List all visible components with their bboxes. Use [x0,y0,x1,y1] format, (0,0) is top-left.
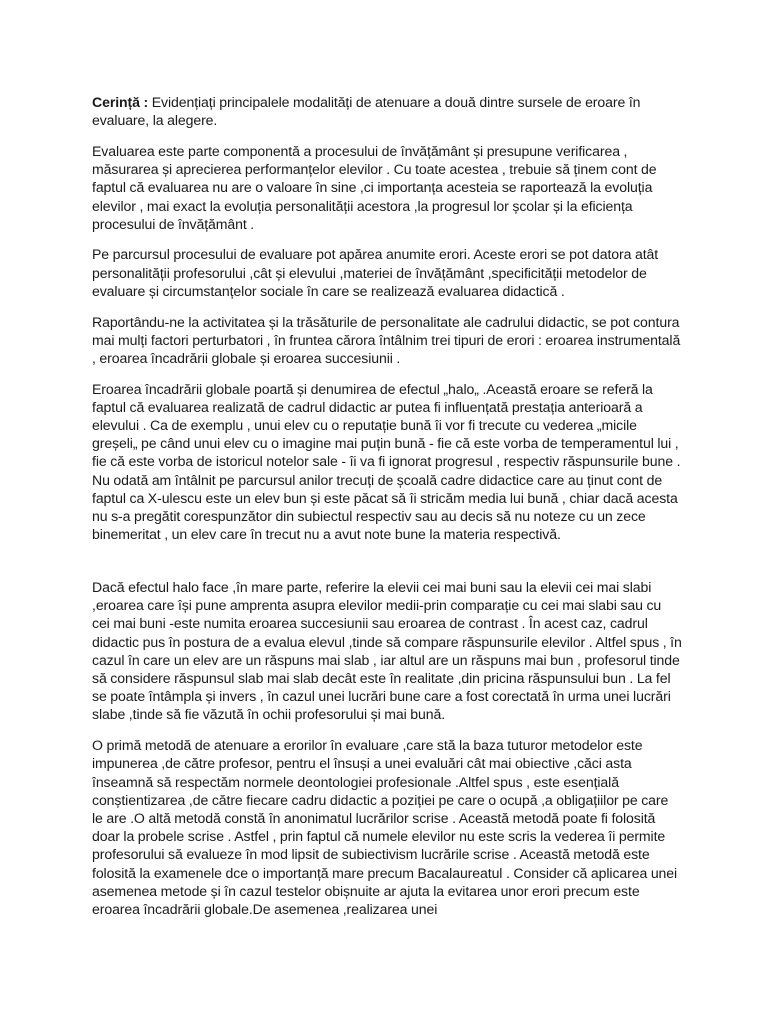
document-body [92,93,682,931]
paragraph-halo-effect: Eroarea încadrării globale poartă și denumirea de efectul „halo„ .Această eroare se referă la faptul că evaluarea realizată de cadrul didactic ar putea fi influențată prestația anterioară a elevului . Ca de exemplu , unui elev cu o reputație bună îi vor fi trecute cu vederea „micile greșeli„ pe când unui elev cu o imagine mai puțin bună - fie că este vorba de temperamentul lui , fie că este vorba de istoricul notelor sale - îi va fi ignorat progresul , respectiv răspunsurile bune . Nu odată am întâlnit pe parcursul anilor trecuți de școală cadre didactice care au ținut cont de faptul ca X-ulescu este un elev bun și este păcat să îi stricăm media lui bună , chiar dacă acesta nu s-a pregătit corespunzător din subiectul respectiv sau au decis să nu noteze cu un zece binemeritat , un elev care în trecut nu a avut note bune la materia respectivă. [92,380,681,543]
requirement-label: Cerință : [92,94,149,110]
requirement-text: Evidențiați principalele modalități de atenuare a două dintre sursele de eroare în evaluare, la alegere. [92,94,641,129]
paragraph-evaluation-intro: Evaluarea este parte componentă a procesului de învățământ și presupune verificarea , măsurarea și aprecierea performanțelor elevilor . Cu toate acestea , trebuie să ținem cont de faptul că evaluarea nu are o valoare în sine ,ci importanța acesteia se raportează la evoluția elevilor , mai exact la evoluția personalității acestora ,la progresul lor școlar și la eficiența procesului de învățământ . [92,142,657,232]
paragraph-errors-origin: Pe parcursul procesului de evaluare pot apărea anumite erori. Aceste erori se pot datora atât personalității profesorului ,cât și elevului ,materiei de învățământ ,specificității metodelor de evaluare și circumstanțelor sociale în care se realizează evaluarea didactică . [92,246,659,299]
paragraph-mitigation-methods: O primă metodă de atenuare a erorilor în evaluare ,care stă la baza tuturor metodelor este impunerea ,de către profesor, pentru el însuși a unei evaluări cât mai obiective ,căci asta înseamnă să respectăm normele deontologiei profesionale .Altfel spus , este esențială conștientizarea ,de către fiecare cadru didactic a poziției pe care o ocupă ,a obligațiilor pe care le are .O altă metodă constă în anonimatul lucrărilor scrise . Această metodă poate fi folosită doar la probele scrise . Astfel , prin faptul că numele elevilor nu este scris la vederea îi permite profesorului să evalueze în mod lipsit de subiectivism lucrările scrise . Această metodă este folosită la examenele dce o importanță mare precum Bacalaureatul . Consider că aplicarea unei asemenea metode și în cazul testelor obișnuite ar ajuta la evitarea unor erori precum este eroarea încadrării globale.De asemenea ,realizarea unei [92,737,678,917]
paragraph-succession-error: Dacă efectul halo face ,în mare parte, referire la elevii cei mai buni sau la elevii cei mai slabi ,eroarea care își pune amprenta asupra elevilor medii-prin comparație cu cei mai slabi sau cu cei mai buni -este numita eroarea succesiunii sau eroarea de contrast . În acest caz, cadrul didactic pus în postura de a evalua elevul ,tinde să compare răspunsurile elevilor . Altfel spus , în cazul în care un elev are un răspuns mai slab , iar altul are un răspuns mai bun , profesorul tinde să considere răspunsul slab mai slab decât este în realitate ,din pricina răspunsului bun . La fel se poate întâmpla și invers , în cazul unei lucrări bune care a fost corectată în urma unei lucrări slabe ,tinde să fie văzută în ochii profesorului și mai bună. [92,578,682,723]
paragraph-gap [92,556,682,578]
paragraph-error-types: Raportându-ne la activitatea și la trăsăturile de personalitate ale cadrului didactic, se pot contura mai mulți factori perturbatori , în fruntea cărora întâlnim trei tipuri de erori : eroarea instrumentală , eroarea încadrării globale și eroarea succesiunii . [92,313,681,366]
requirement-paragraph [92,93,682,129]
